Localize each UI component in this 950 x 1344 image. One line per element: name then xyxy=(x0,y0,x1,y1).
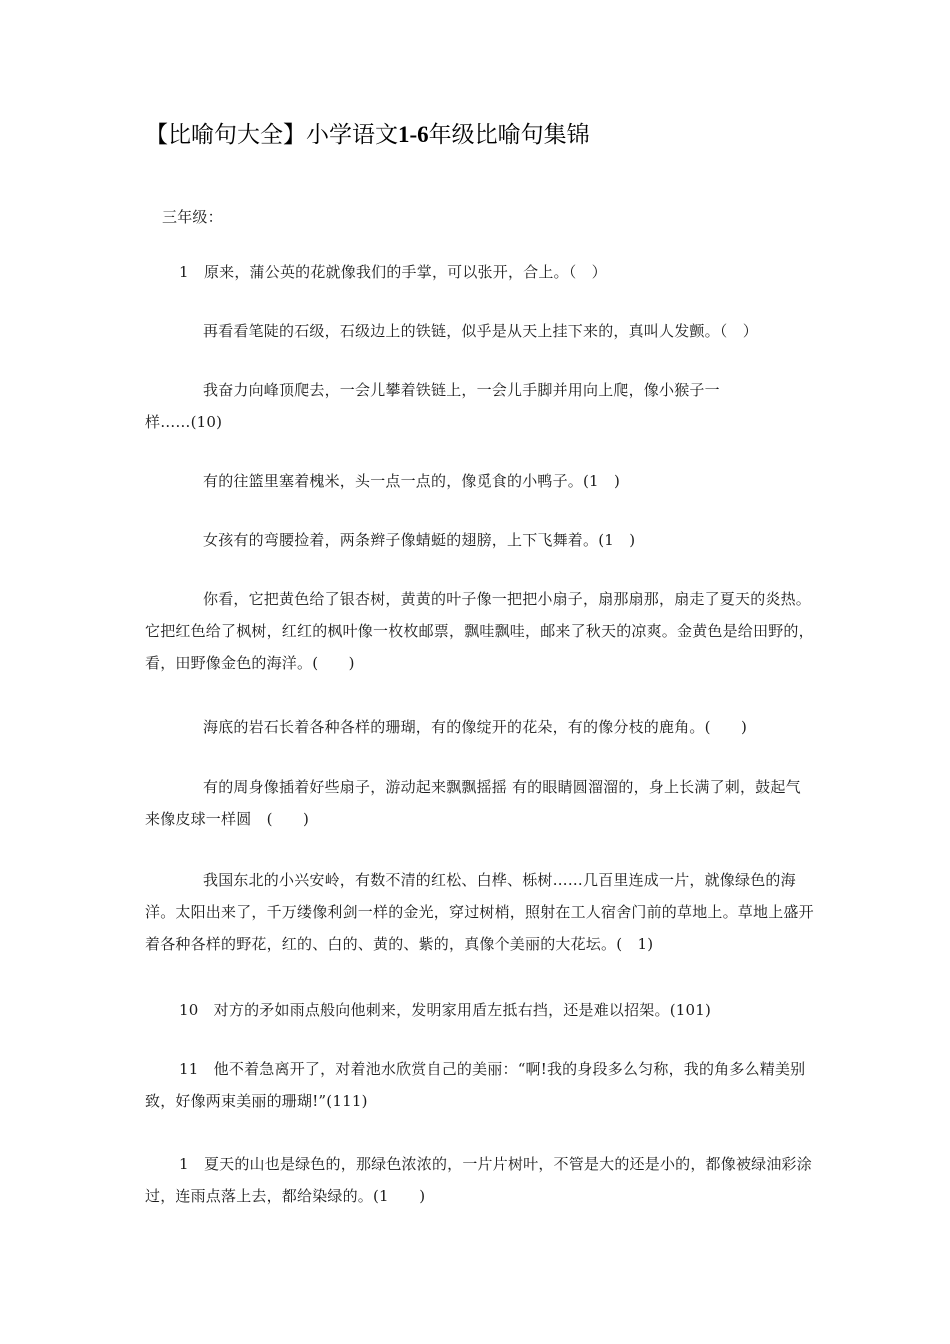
title-suffix: 年级比喻句集锦 xyxy=(428,122,590,148)
paragraph: 有的往篮里塞着槐米，头一点一点的，像觅食的小鸭子。(1 ) xyxy=(203,472,621,490)
paragraph: 海底的岩石长着各种各样的珊瑚，有的像绽开的花朵，有的像分枝的鹿角。( ) xyxy=(203,718,748,736)
paragraph: 1 夏天的山也是绿色的，那绿色浓浓的，一片片树叶，不管是大的还是小的，都像被绿油彩涂过，连雨点落上去，都给染绿的。(1 ) xyxy=(145,1155,812,1205)
title-grade-range: 1-6 xyxy=(398,122,429,147)
paragraph: 11 他不着急离开了，对着池水欣赏自己的美丽：“啊!我的身段多么匀称，我的角多么精美别致，好像两束美丽的珊瑚!”(111) xyxy=(145,1060,806,1110)
paragraph: 我奋力向峰顶爬去，一会儿攀着铁链上，一会儿手脚并用向上爬，像小猴子一 xyxy=(203,381,720,399)
paragraph: 10 对方的矛如雨点般向他刺来，发明家用盾左抵右挡，还是难以招架。(101) xyxy=(179,1001,712,1019)
section-heading: 三年级： xyxy=(162,208,223,226)
document-title xyxy=(145,118,845,152)
paragraph: 女孩有的弯腰捡着，两条辫子像蜻蜓的翅膀，上下飞舞着。(1 ) xyxy=(203,531,636,549)
paragraph: 我国东北的小兴安岭，有数不清的红松、白桦、栎树……几百里连成一片，就像绿色的海洋。太阳出来了，千万缕像利剑一样的金光，穿过树梢，照射在工人宿舍门前的草地上。草地上盛开着各种各样的野花，红的、白的、黄的、紫的，真像个美丽的大花坛。( 1) xyxy=(145,871,814,953)
paragraph: 1 原来，蒲公英的花就像我们的手掌，可以张开，合上。（ ） xyxy=(179,263,607,281)
paragraph: 再看看笔陡的石级，石级边上的铁链，似乎是从天上挂下来的，真叫人发颤。（ ） xyxy=(203,322,758,340)
paragraph: 有的周身像插着好些扇子，游动起来飘飘摇摇 有的眼睛圆溜溜的，身上长满了刺，鼓起气来像皮球一样圆 ( ) xyxy=(145,778,801,828)
paragraph-continuation: 样……(10) xyxy=(145,413,223,431)
paragraph: 你看，它把黄色给了银杏树，黄黄的叶子像一把把小扇子，扇那扇那，扇走了夏天的炎热。它把红色给了枫树，红红的枫叶像一枚枚邮票，飘哇飘哇，邮来了秋天的凉爽。金黄色是给田野的，看，田野像金色的海洋。( ) xyxy=(145,590,814,672)
title-prefix: 【比喻句大全】小学语文 xyxy=(145,122,398,148)
